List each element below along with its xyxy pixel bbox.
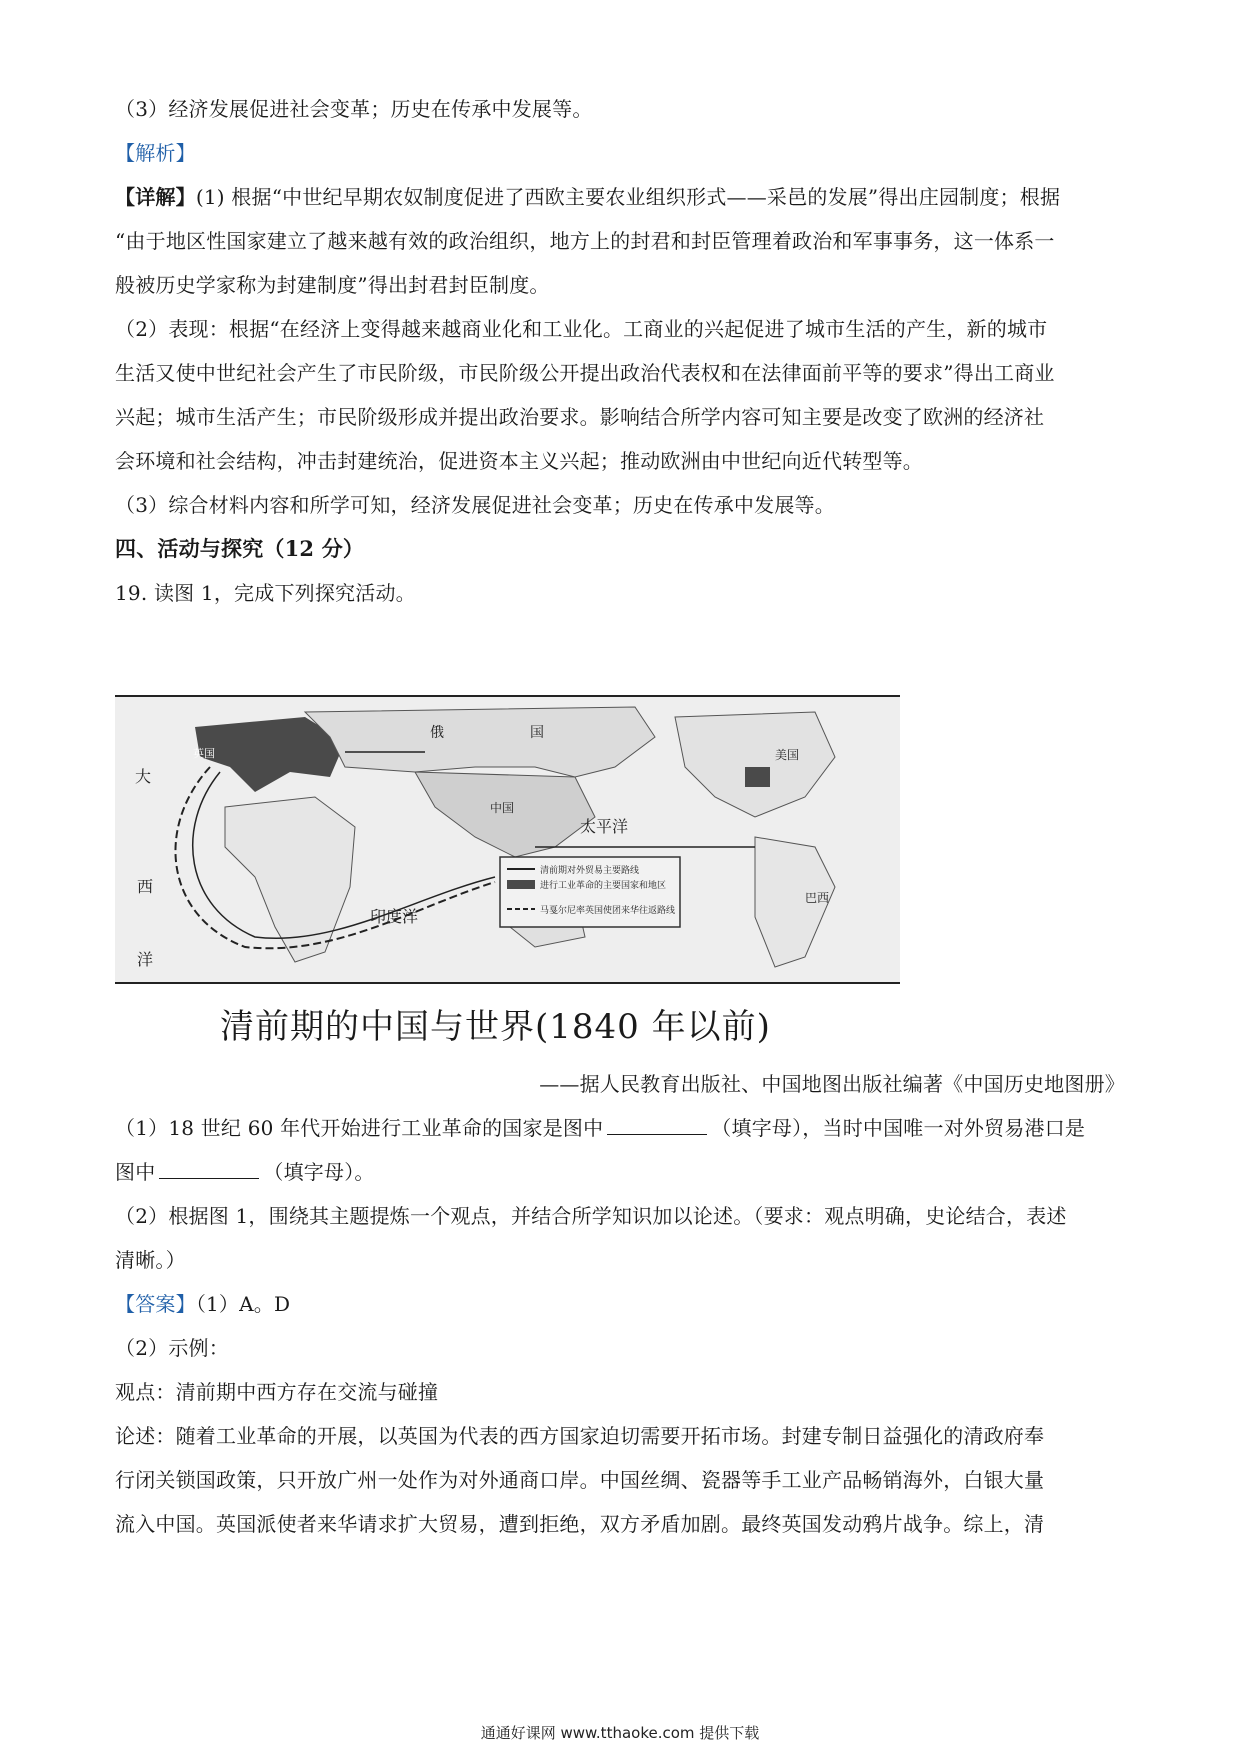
viewpoint-line: 观点：清前期中西方存在交流与碰撞 — [115, 1380, 439, 1404]
map-label-brazil: 巴西 — [805, 891, 830, 905]
argument-line-3: 流入中国。英国派使者来华请求扩大贸易，遭到拒绝，双方矛盾加剧。最终英国发动鸦片战争。综上，清 — [115, 1512, 1045, 1536]
map-label-xi: 西 — [137, 877, 154, 896]
map-label-yang: 洋 — [137, 950, 154, 969]
map-label-da: 大 — [135, 767, 152, 786]
part2-line-1: （2）表现：根据“在经济上变得越来越商业化和工业化。工商业的兴起促进了城市生活的产生，新的城市 — [115, 317, 1048, 341]
detail-line-1 — [115, 183, 1125, 211]
question-part2-line1: （2）根据图 1，围绕其主题提炼一个观点，并结合所学知识加以论述。（要求：观点明确，史论结合，表述 — [115, 1204, 1067, 1228]
map-label-russia: 俄 — [430, 725, 444, 741]
question-part2-line2: 清晰。） — [115, 1248, 186, 1272]
analysis-heading: 【解析】 — [115, 141, 196, 165]
part2-line-3: 兴起；城市生活产生；市民阶级形成并提出政治要求。影响结合所学内容可知主要是改变了欧洲的经济社 — [115, 405, 1045, 429]
detail-tag: 【详解】 — [115, 185, 196, 209]
page-footer: 通通好课网 www.tthaoke.com 提供下载 — [480, 1724, 760, 1742]
argument-line-2: 行闭关锁国政策，只开放广州一处作为对外通商口岸。中国丝绸、瓷器等手工业产品畅销海外，白银大量 — [115, 1468, 1045, 1492]
map-label-usa: 美国 — [775, 748, 800, 762]
map-label-indian: 印度洋 — [370, 907, 419, 926]
q1b-pre-text: 图中 — [115, 1160, 156, 1184]
detail-text: (1) 根据“中世纪早期农奴制度促进了西欧主要农业组织形式——采邑的发展”得出庄园制度；根据 — [195, 185, 1061, 209]
historical-map — [115, 695, 900, 984]
map-label-guo: 国 — [530, 725, 544, 741]
question-19: 19. 读图 1，完成下列探究活动。 — [115, 581, 416, 605]
answer-blank-2[interactable] — [159, 1160, 259, 1179]
q1-post-text: （填字母），当时中国唯一对外贸易港口是 — [711, 1116, 1086, 1140]
answer-blank-1[interactable] — [607, 1116, 707, 1135]
answer-example: （2）示例： — [115, 1336, 229, 1360]
q1-pre-text: （1）18 世纪 60 年代开始进行工业革命的国家是图中 — [115, 1116, 604, 1140]
legend-item-2: 进行工业革命的主要国家和地区 — [540, 881, 667, 891]
detail-line-3: 般被历史学家称为封建制度”得出封君封臣制度。 — [115, 273, 550, 297]
answer-text: （1）A。D — [195, 1292, 291, 1316]
world-map-image — [115, 697, 900, 982]
legend-item-1: 清前期对外贸易主要路线 — [540, 866, 640, 876]
question-part1-line1 — [115, 1114, 1125, 1142]
map-label-pacific: 太平洋 — [580, 817, 629, 836]
answer-tag: 【答案】 — [115, 1292, 196, 1316]
map-caption: 清前期的中国与世界(1840 年以前) — [220, 1007, 771, 1047]
map-source: ——据人民教育出版社、中国地图出版社编著《中国历史地图册》 — [539, 1072, 1125, 1096]
detail-line-2: “由于地区性国家建立了越来越有效的政治组织，地方上的封君和封臣管理着政治和军事事务，这一体系一 — [115, 229, 1055, 253]
answer-line-3: （3）经济发展促进社会变革；历史在传承中发展等。 — [115, 97, 593, 121]
part3-line: （3）综合材料内容和所学可知，经济发展促进社会变革；历史在传承中发展等。 — [115, 493, 835, 517]
map-label-britain: 英国 — [193, 747, 215, 760]
question-part1-line2 — [115, 1158, 1125, 1186]
part2-line-4: 会环境和社会结构，冲击封建统治，促进资本主义兴起；推动欧洲由中世纪向近代转型等。 — [115, 449, 923, 473]
map-label-china: 中国 — [490, 801, 515, 815]
answer-line — [115, 1290, 1125, 1318]
section-heading: 四、活动与探究（12 分） — [115, 536, 365, 561]
legend-item-3: 马戛尔尼率英国使团来华往返路线 — [540, 906, 676, 916]
q1b-post-text: （填字母）。 — [263, 1160, 375, 1184]
part2-line-2: 生活又使中世纪社会产生了市民阶级，市民阶级公开提出政治代表权和在法律面前平等的要求”得出工商业 — [115, 361, 1055, 385]
argument-line-1: 论述：随着工业革命的开展，以英国为代表的西方国家迫切需要开拓市场。封建专制日益强化的清政府奉 — [115, 1424, 1045, 1448]
